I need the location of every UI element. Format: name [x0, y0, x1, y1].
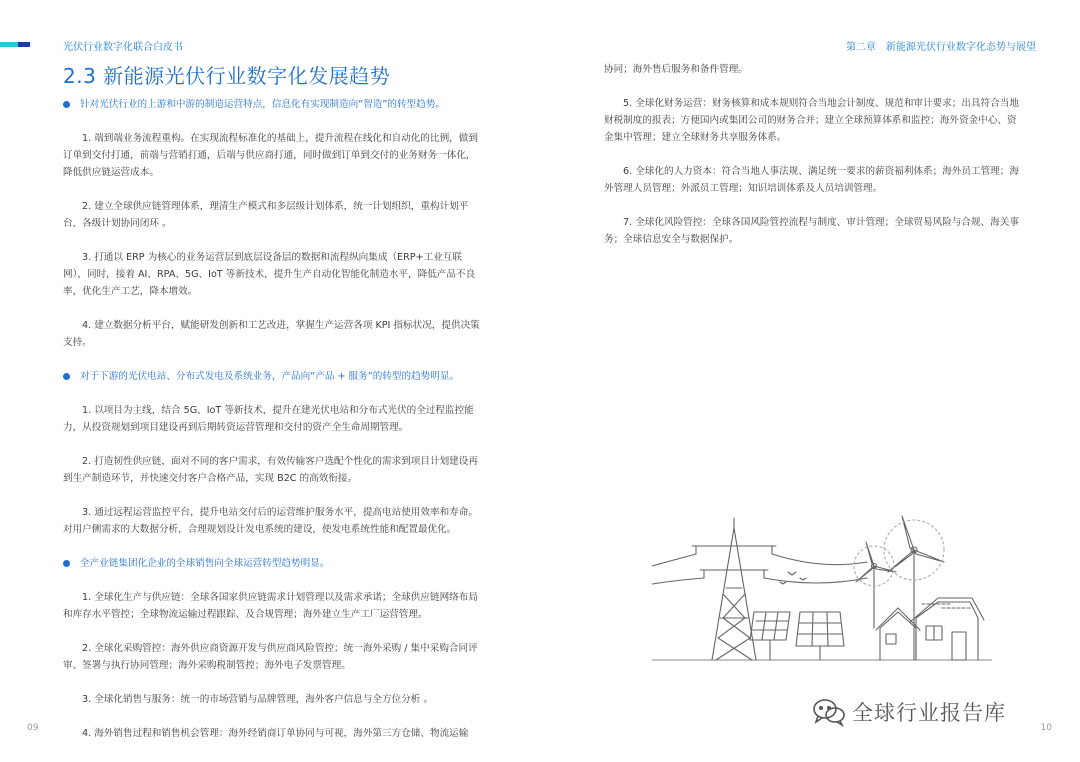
bullet-heading-upstream: [63, 96, 481, 113]
accent-bar-cyan: [0, 42, 18, 47]
paragraph: 1. 端到端业务流程重构。在实现流程标准化的基础上，提升流程在线化和自动化的比例，做到订单到交付打通，前端与营销打通，后端与供应商打通，同时做到订单到交付的业务财务一体化，降低供应链运营成本。: [63, 133, 478, 178]
right-column: [604, 61, 1020, 265]
section-title: 2.3 新能源光伏行业数字化发展趋势: [63, 64, 391, 88]
paragraph: 4. 建立数据分析平台，赋能研发创新和工艺改进，掌握生产运营各项 KPI 指标状况，提供决策支持。: [63, 320, 480, 348]
transmission-tower-icon: [652, 518, 867, 660]
accent-bar-navy: [18, 42, 30, 47]
paragraph: 1. 全球化生产与供应链：全球各国家供应链需求计划管理以及需求承诺；全球供应链网络布局和库存水平管控；全球物流运输过程跟踪、及合规管理；海外建立生产工厂运营管理。: [63, 592, 478, 620]
paragraph: 1. 以项目为主线，结合 5G、IoT 等新技术，提升在建光伏电站和分布式光伏的全过程监控能力，从投资规划到项目建设再到后期转资运营管理和交付的资产全生命周期管理。: [63, 405, 474, 433]
bullet-heading-downstream: [63, 368, 481, 385]
bullet-dot-icon: [63, 101, 70, 108]
paragraph: 2. 建立全球供应链管理体系，理清生产模式和多层级计划体系，统一计划组织，重构计划平台，各级计划协同闭环 。: [63, 201, 469, 229]
left-column: [63, 96, 481, 759]
bullet-text: 针对光伏行业的上游和中游的制造运营特点，信息化有实现制造向“智造”的转型趋势。: [80, 99, 445, 110]
paragraph: 7. 全球化风险管控：全球各国风险管控流程与制度、审计管理；全球贸易风险与合规、海关事务；全球信息安全与数据保护。: [604, 217, 1019, 245]
bullet-text: 全产业链集团化企业的全球销售向全球运营转型趋势明显。: [80, 558, 330, 569]
wind-turbine-icon: [854, 516, 944, 660]
page-number-left: 09: [27, 723, 39, 733]
watermark-text: 全球行业报告库: [852, 701, 1006, 725]
paragraph: 3. 打通以 ERP 为核心的业务运营层到底层设备层的数据和流程纵向集成（ERP+工业互联网），同时，接着 AI、RPA、5G、IoT 等新技术，提升生产自动化智能化制造水平，降低产品不良率，优化生产工艺，降本增效。: [63, 252, 476, 297]
watermark: [812, 697, 1006, 727]
solar-panel-icon: [750, 612, 844, 660]
bullet-dot-icon: [63, 560, 70, 567]
paragraph: 4. 海外销售过程和销售机会管理：海外经销商订单协同与可视，海外第三方仓储、物流运输: [82, 728, 469, 739]
bullet-heading-global: [63, 555, 481, 572]
running-head-left: 光伏行业数字化联合白皮书: [63, 42, 183, 53]
solar-energy-illustration: [652, 508, 992, 668]
running-head-right: 第二章 新能源光伏行业数字化态势与展望: [846, 42, 1036, 53]
wechat-icon: [812, 697, 846, 727]
paragraph: 3. 全球化销售与服务：统一的市场营销与品牌管理，海外客户信息与全方位分析 。: [82, 694, 434, 705]
paragraph: 6. 全球化的人力资本：符合当地人事法规、满足统一要求的薪资福利体系；海外员工管理；海外管理人员管理；外派员工管理；知识培训体系及人员培训管理。: [604, 166, 1019, 194]
page-number-right: 10: [1040, 723, 1052, 733]
paragraph-continuation: 协同；海外售后服务和备件管理。: [604, 64, 748, 75]
bullet-dot-icon: [63, 373, 70, 380]
paragraph: 2. 全球化采购管控：海外供应商资源开发与供应商风险管控；统一海外采购 / 集中采购合同评审、签署与执行协同管理；海外采购税制管控；海外电子发票管理。: [63, 643, 478, 671]
paragraph: 2. 打造韧性供应链，面对不同的客户需求，有效传输客户选配个性化的需求到项目计划建设再到生产制造环节，并快速交付客户合格产品，实现 B2C 的高效衔接。: [63, 456, 478, 484]
house-icon: [876, 598, 984, 660]
paragraph: 3. 通过远程运营监控平台，提升电站交付后的运营维护服务水平，提高电站使用效率和寿命。对用户侧需求的大数据分析，合理规划设计发电系统的建设，使发电系统性能和配置最优化。: [63, 507, 478, 535]
bullet-text: 对于下游的光伏电站、分布式发电及系统业务，产品向“产品 + 服务”的转型的趋势明显。: [80, 371, 460, 382]
paragraph: 5. 全球化财务运营：财务核算和成本规则符合当地会计制度、规范和审计要求；出具符合当地财税制度的报表；方便国内或集团公司的财务合并；建立全球预算体系和监控；海外资金中心、资金集中管理；建立全球财务共享服务体系。: [604, 98, 1019, 143]
